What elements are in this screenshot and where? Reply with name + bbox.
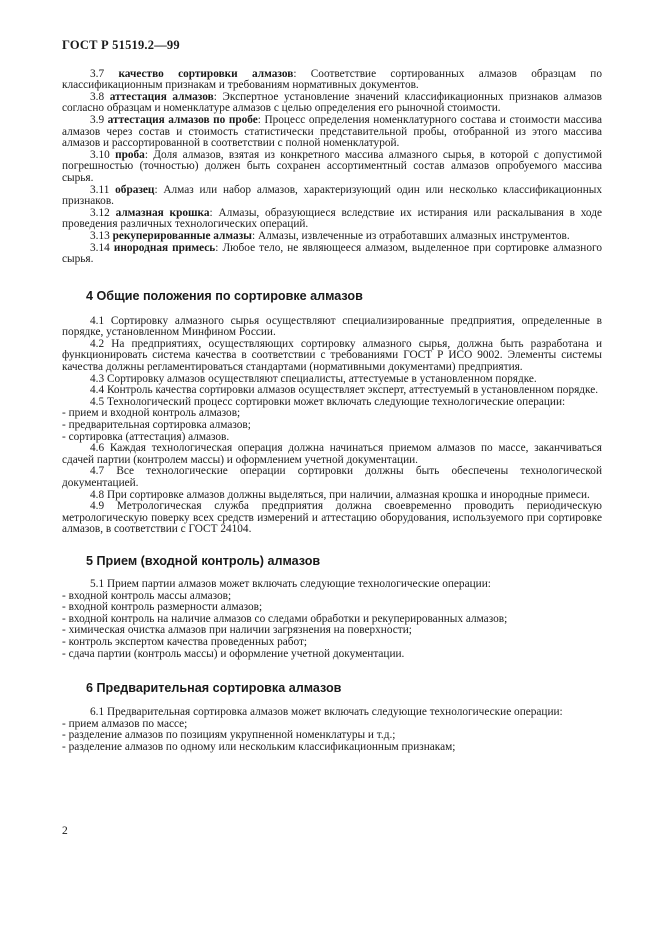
definition-term: качество сортировки алмазов xyxy=(118,67,294,80)
definitions-list xyxy=(62,69,602,266)
list-item: - сортировка (аттестация) алмазов. xyxy=(62,432,602,444)
definition-number: 3.8 xyxy=(90,90,105,103)
list-item: - прием алмазов по массе; xyxy=(62,719,602,731)
list-item: - предварительная сортировка алмазов; xyxy=(62,420,602,432)
paragraph-4-9: 4.9 Метрологическая служба предприятия должна своевременно проводить периодическую метрологическую поверку всех средств измерений и аттестацию оборудования, используемого при сортировке алмазов, в соответствии с ГОСТ 24104. xyxy=(62,500,602,536)
paragraph-4-4: 4.4 Контроль качества сортировки алмазов осуществляет эксперт, аттестуемый в установленном порядке. xyxy=(90,384,599,397)
definition-text: : Доля алмазов, взятая из конкретного массива алмазного сырья, в которой с допустимой погрешностью (точностью) должен быть сохранен ассортиментный состав алмазов опробуемого массива сырья. xyxy=(62,148,602,184)
page-number: 2 xyxy=(62,825,68,837)
definition-number: 3.9 xyxy=(90,113,105,126)
list-item: - разделение алмазов по одному или нескольким классификационным признакам; xyxy=(62,742,602,754)
definition-number: 3.10 xyxy=(90,148,110,161)
definition-term: проба xyxy=(115,148,145,161)
definition-3-8 xyxy=(62,92,602,115)
paragraph-4-8: 4.8 При сортировке алмазов должны выделяться, при наличии, алмазная крошка и инородные примеси. xyxy=(90,488,590,501)
paragraph-6-1: 6.1 Предварительная сортировка алмазов может включать следующие технологические операции: xyxy=(90,706,563,719)
document-header: ГОСТ Р 51519.2—99 xyxy=(62,38,180,52)
list-item: - контроль экспертом качества проведенных работ; xyxy=(62,637,602,649)
definition-text: : Экспертное установление значений классификационных признаков алмазов согласно образцам и номенклатуре алмазов с целью определения его рыночной стоимости. xyxy=(62,90,603,115)
paragraph-4-6: 4.6 Каждая технологическая операция должна начинаться приемом алмазов по массе, заканчиваться сдачей партии (контролем массы) и оформлением учетной документации. xyxy=(62,442,602,466)
definition-3-11 xyxy=(62,185,602,208)
definition-text: : Любое тело, не являющееся алмазом, выделенное при сортировке алмазного сырья. xyxy=(62,241,602,266)
definition-3-12 xyxy=(62,208,602,231)
list-item: - входной контроль размерности алмазов; xyxy=(62,602,602,614)
definition-term: инородная примесь xyxy=(113,241,216,254)
definition-text: : Алмаз или набор алмазов, характеризующий один или несколько классификационных признаков. xyxy=(62,183,603,208)
definition-text: : Процесс определения номенклатурного состава и стоимости массива алмазов через состав и стоимость статистически представительной пробы, отобранной из этого массива алмазов и рассортированной в соответствии с полной номенклатурой. xyxy=(62,113,602,150)
definition-3-14 xyxy=(62,243,602,266)
section-6-title: 6 Предварительная сортировка алмазов xyxy=(86,681,342,696)
list-item: - прием и входной контроль алмазов; xyxy=(62,408,602,420)
definition-text: : Соответствие сортированных алмазов образцам по классификационным признакам и требованиям нормативных документов. xyxy=(62,67,602,92)
definition-term: образец xyxy=(115,183,155,196)
definition-3-9 xyxy=(62,115,602,150)
definition-term: рекуперированные алмазы xyxy=(112,229,253,242)
list-item: - входной контроль на наличие алмазов со следами обработки и рекуперированных алмазов; xyxy=(62,614,602,626)
definition-text: : Алмазы, извлеченные из отработавших алмазных инструментов. xyxy=(252,229,570,242)
definition-number: 3.13 xyxy=(90,229,110,242)
section-4-title: 4 Общие положения по сортировке алмазов xyxy=(86,288,363,303)
definition-number: 3.12 xyxy=(90,206,110,219)
section-5-title: 5 Прием (входной контроль) алмазов xyxy=(86,553,321,568)
definition-number: 3.7 xyxy=(90,67,105,80)
definition-3-10 xyxy=(62,150,602,185)
definition-3-7 xyxy=(62,69,602,92)
list-item: - химическая очистка алмазов при наличии загрязнения на поверхности; xyxy=(62,625,602,637)
paragraph-5-1: 5.1 Прием партии алмазов может включать следующие технологические операции: xyxy=(90,577,491,590)
list-item: - входной контроль массы алмазов; xyxy=(62,591,602,603)
document-page xyxy=(62,40,602,754)
definition-number: 3.14 xyxy=(90,241,110,254)
definition-term: аттестация алмазов по пробе xyxy=(107,113,258,126)
definition-text: : Алмазы, образующиеся вследствие их истирания или раскалывания в ходе проведения различных технологических операций. xyxy=(62,206,603,231)
paragraph-4-7: 4.7 Все технологические операции сортировки должны быть обеспечены технологической документацией. xyxy=(62,465,602,489)
list-item: - сдача партии (контроль массы) и оформление учетной документации. xyxy=(62,649,602,661)
list-item: - разделение алмазов по позициям укрупненной номенклатуры и т.д.; xyxy=(62,730,602,742)
paragraph-4-2: 4.2 На предприятиях, осуществляющих сортировку алмазного сырья, должна быть разработана и функционировать система качества в соответствии с требованиями ГОСТ Р ИСО 9002. Элементы системы качества должны регламентироваться стандартами (нормативными документами) предприятия. xyxy=(62,337,602,374)
definition-number: 3.11 xyxy=(90,183,110,196)
definition-term: алмазная крошка xyxy=(115,206,210,219)
paragraph-4-1: 4.1 Сортировку алмазного сырья осуществляют специализированные предприятия, определенные в порядке, установленном Минфином России. xyxy=(62,314,602,339)
paragraph-4-3: 4.3 Сортировку алмазов осуществляют специалисты, аттестуемые в установленном порядке. xyxy=(90,372,537,385)
definition-term: аттестация алмазов xyxy=(109,90,214,103)
paragraph-4-5: 4.5 Технологический процесс сортировки может включать следующие технологические операции: xyxy=(90,395,566,408)
